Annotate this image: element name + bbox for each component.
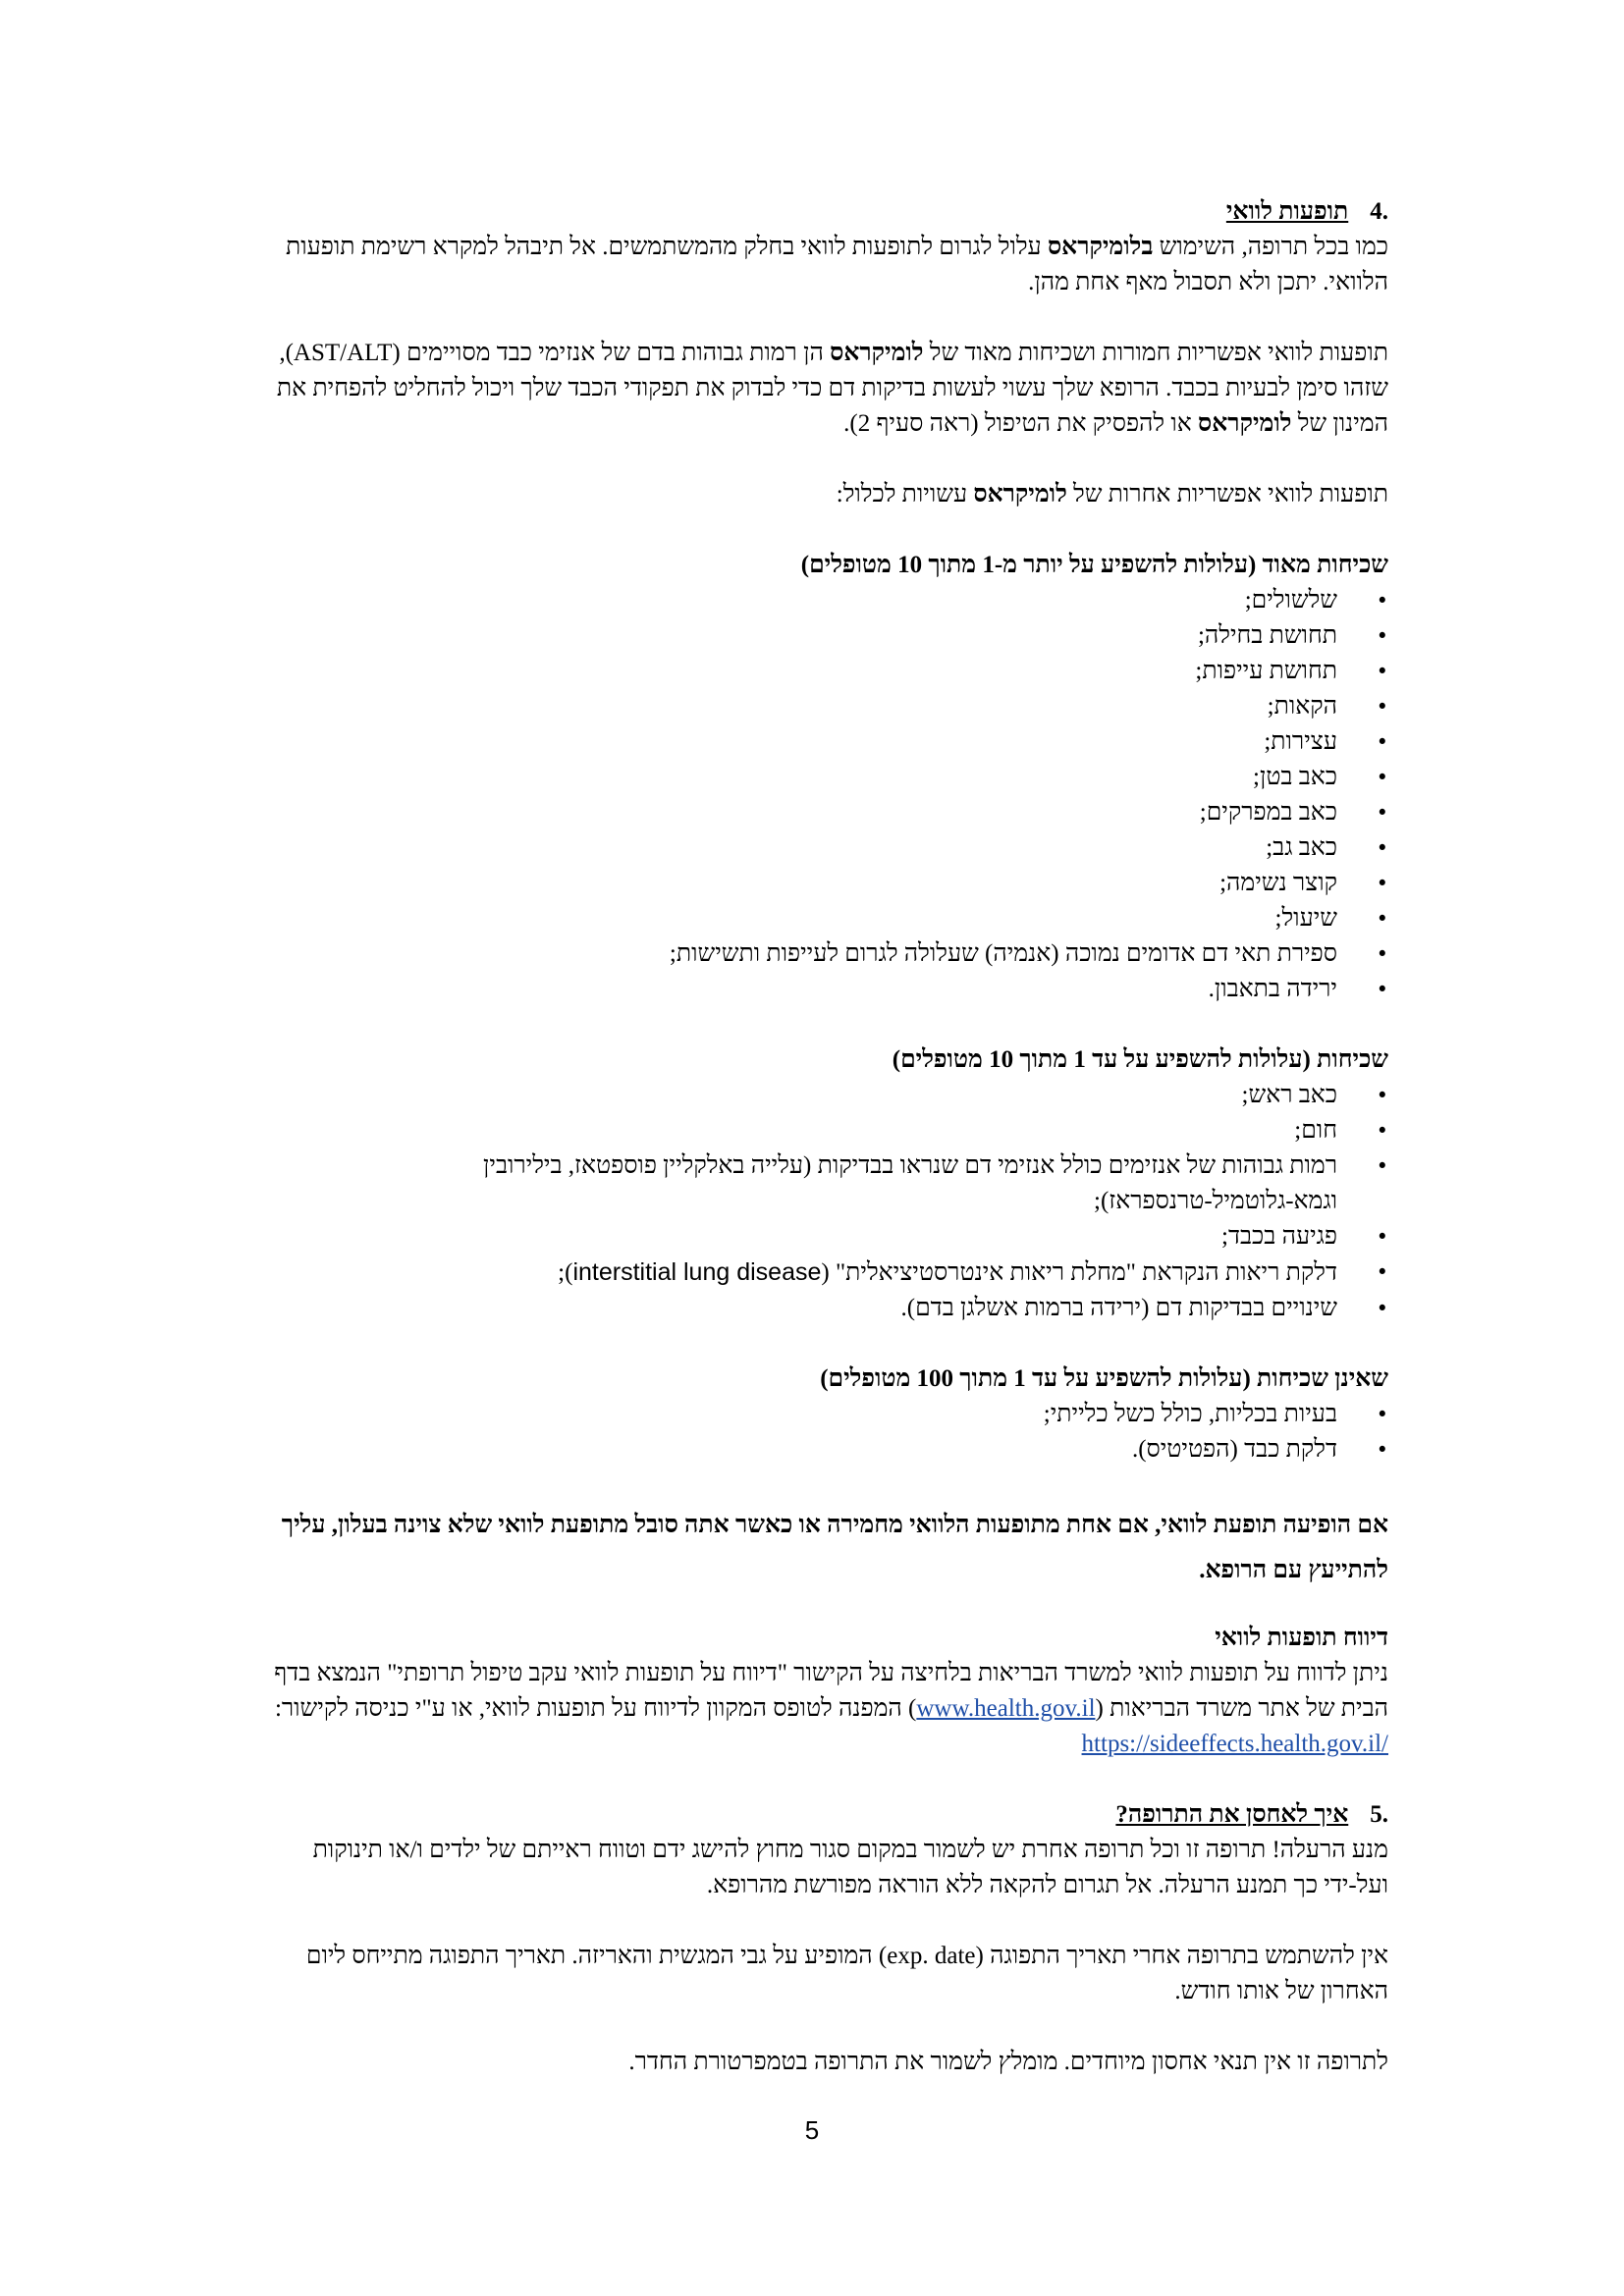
- health-ministry-link[interactable]: www.health.gov.il: [916, 1695, 1096, 1722]
- list-item: • דלקת כבד (הפטיטיס).: [247, 1432, 1388, 1468]
- list-item: • תחושת עייפות;: [247, 654, 1388, 689]
- reporting-heading: דיווח תופעות לוואי: [1215, 1625, 1388, 1651]
- drug-name: לומיקראס: [1198, 410, 1292, 437]
- list-item: • שלשולים;: [247, 583, 1388, 618]
- side-effects-link[interactable]: https://sideeffects.health.gov.il/: [1081, 1731, 1388, 1757]
- serious-effects-paragraph: [247, 336, 1388, 442]
- reporting-paragraph: [247, 1656, 1388, 1762]
- serious-text-cont: הן רמות גבוהות בדם של אנזימי כבד מסויימים (AST/ALT), שזהו סימן לבעיות בכבד. הרופא שלך עשוי לעשות בדיקות דם כדי לבדוק את תפקודי הכבד שלך ויכול להחליט להפחית את המינון של: [276, 340, 1388, 437]
- list-item: • כאב במפרקים;: [247, 795, 1388, 830]
- list-item: • הקאות;: [247, 689, 1388, 724]
- section-title: איך לאחסן את התרופה?: [1115, 1801, 1349, 1828]
- list-item: • בעיות בכליות, כולל כשל כלייתי;: [247, 1397, 1388, 1432]
- uncommon-list: [247, 1397, 1388, 1468]
- page-number: 5: [804, 2115, 820, 2145]
- list-item: • כאב גב;: [247, 830, 1388, 866]
- section-number: .4: [1370, 198, 1388, 225]
- drug-name: לומיקראס: [830, 340, 924, 366]
- section-4-heading: [247, 194, 1388, 230]
- storage-paragraph-1: מנע הרעלה! תרופה זו וכל תרופה אחרת יש לשמור במקום סגור מחוץ להישג ידם וטווח ראייתם של ילדים ו/או תינוקות ועל-ידי כך תמנע הרעלה. אל תגרום להקאה ללא הוראה מפורשת מהרופא.: [312, 1837, 1388, 1898]
- intro-text-cont: עלול לגרום לתופעות לוואי בחלק מהמשתמשים. אל תיבהל למקרא רשימת תופעות הלוואי. יתכן ולא תסבול מאף אחת מהן.: [286, 234, 1388, 295]
- serious-text-end: או להפסיק את הטיפול (ראה סעיף 2).: [843, 410, 1199, 437]
- list-item: • קוצר נשימה;: [247, 866, 1388, 901]
- list-item: • שינויים בבדיקות דם (ירידה ברמות אשלגן בדם).: [247, 1291, 1388, 1326]
- consult-doctor-warning: אם הופיעה תופעת לוואי, אם אחת מתופעות הלוואי מחמירה או כאשר אתה סובל מתופעת לוואי שלא צוינה בעלון, עליך להתייעץ עם הרופא.: [281, 1512, 1388, 1583]
- common-list: [247, 1078, 1388, 1326]
- item-text-end: );: [558, 1259, 573, 1286]
- list-item: • תחושת בחילה;: [247, 618, 1388, 654]
- uncommon-heading: שאינן שכיחות (עלולות להשפיע על עד 1 מתוך 100 מטופלים): [820, 1365, 1388, 1392]
- list-item: • עצירות;: [247, 724, 1388, 760]
- drug-name: בלומיקראס: [1047, 234, 1154, 260]
- storage-paragraph-3: לתרופה זו אין תנאי אחסון מיוחדים. מומלץ לשמור את התרופה בטמפרטורת החדר.: [628, 2049, 1388, 2075]
- other-text: תופעות לוואי אפשריות אחרות של: [1066, 481, 1388, 507]
- common-heading: שכיחות (עלולות להשפיע על עד 1 מתוך 10 מטופלים): [892, 1046, 1388, 1073]
- intro-text: כמו בכל תרופה, השימוש: [1153, 234, 1388, 260]
- list-item: [247, 1255, 1388, 1291]
- list-item: • ירידה בתאבון.: [247, 972, 1388, 1007]
- list-item: • חום;: [247, 1113, 1388, 1148]
- very-common-list: [247, 583, 1388, 1007]
- storage-paragraph-2: אין להשתמש בתרופה אחרי תאריך התפוגה (exp. date) המופיע על גבי המגשית והאריזה. תאריך התפוגה מתייחס ליום האחרון של אותו חודש.: [305, 1943, 1388, 2004]
- section-number: .5: [1370, 1801, 1388, 1828]
- list-item: • רמות גבוהות של אנזימים כולל אנזימי דם שנראו בבדיקות (עלייה באלקליין פוספטאז, בילירובין וגמא-גלוטמיל-טרנספראז);: [247, 1148, 1388, 1219]
- section-title: תופעות לוואי: [1225, 198, 1349, 225]
- other-text-cont: עשויות לכלול:: [836, 481, 974, 507]
- other-effects-intro: [247, 477, 1388, 512]
- latin-term: interstitial lung disease: [572, 1258, 822, 1286]
- page-content: [247, 194, 1388, 2080]
- reporting-text-cont: ) המפנה לטופס המקוון לדיווח על תופעות לוואי, או ע"י כניסה לקישור:: [274, 1695, 917, 1722]
- list-item: • פגיעה בכבד;: [247, 1219, 1388, 1255]
- drug-name: לומיקראס: [973, 481, 1067, 507]
- list-item: • ספירת תאי דם אדומים נמוכה (אנמיה) שעלולה לגרום לעייפות ותשישות;: [247, 936, 1388, 972]
- section-5-heading: [247, 1797, 1388, 1833]
- list-item: • כאב בטן;: [247, 760, 1388, 795]
- section-4-intro: [247, 230, 1388, 300]
- list-item: • כאב ראש;: [247, 1078, 1388, 1113]
- reporting-text: ניתן לדווח על תופעות לוואי למשרד הבריאות בלחיצה על הקישור "דיווח על תופעות לוואי עקב טיפול תרופתי" הנמצא בדף הבית של אתר משרד הבריאות (: [274, 1660, 1388, 1722]
- list-item: • שיעול;: [247, 901, 1388, 936]
- item-text: דלקת ריאות הנקראת "מחלת ריאות אינטרסטיציאלית" (: [821, 1259, 1337, 1286]
- very-common-heading: שכיחות מאוד (עלולות להשפיע על יותר מ-1 מתוך 10 מטופלים): [800, 552, 1388, 578]
- serious-text: תופעות לוואי אפשריות חמורות ושכיחות מאוד של: [923, 340, 1388, 366]
